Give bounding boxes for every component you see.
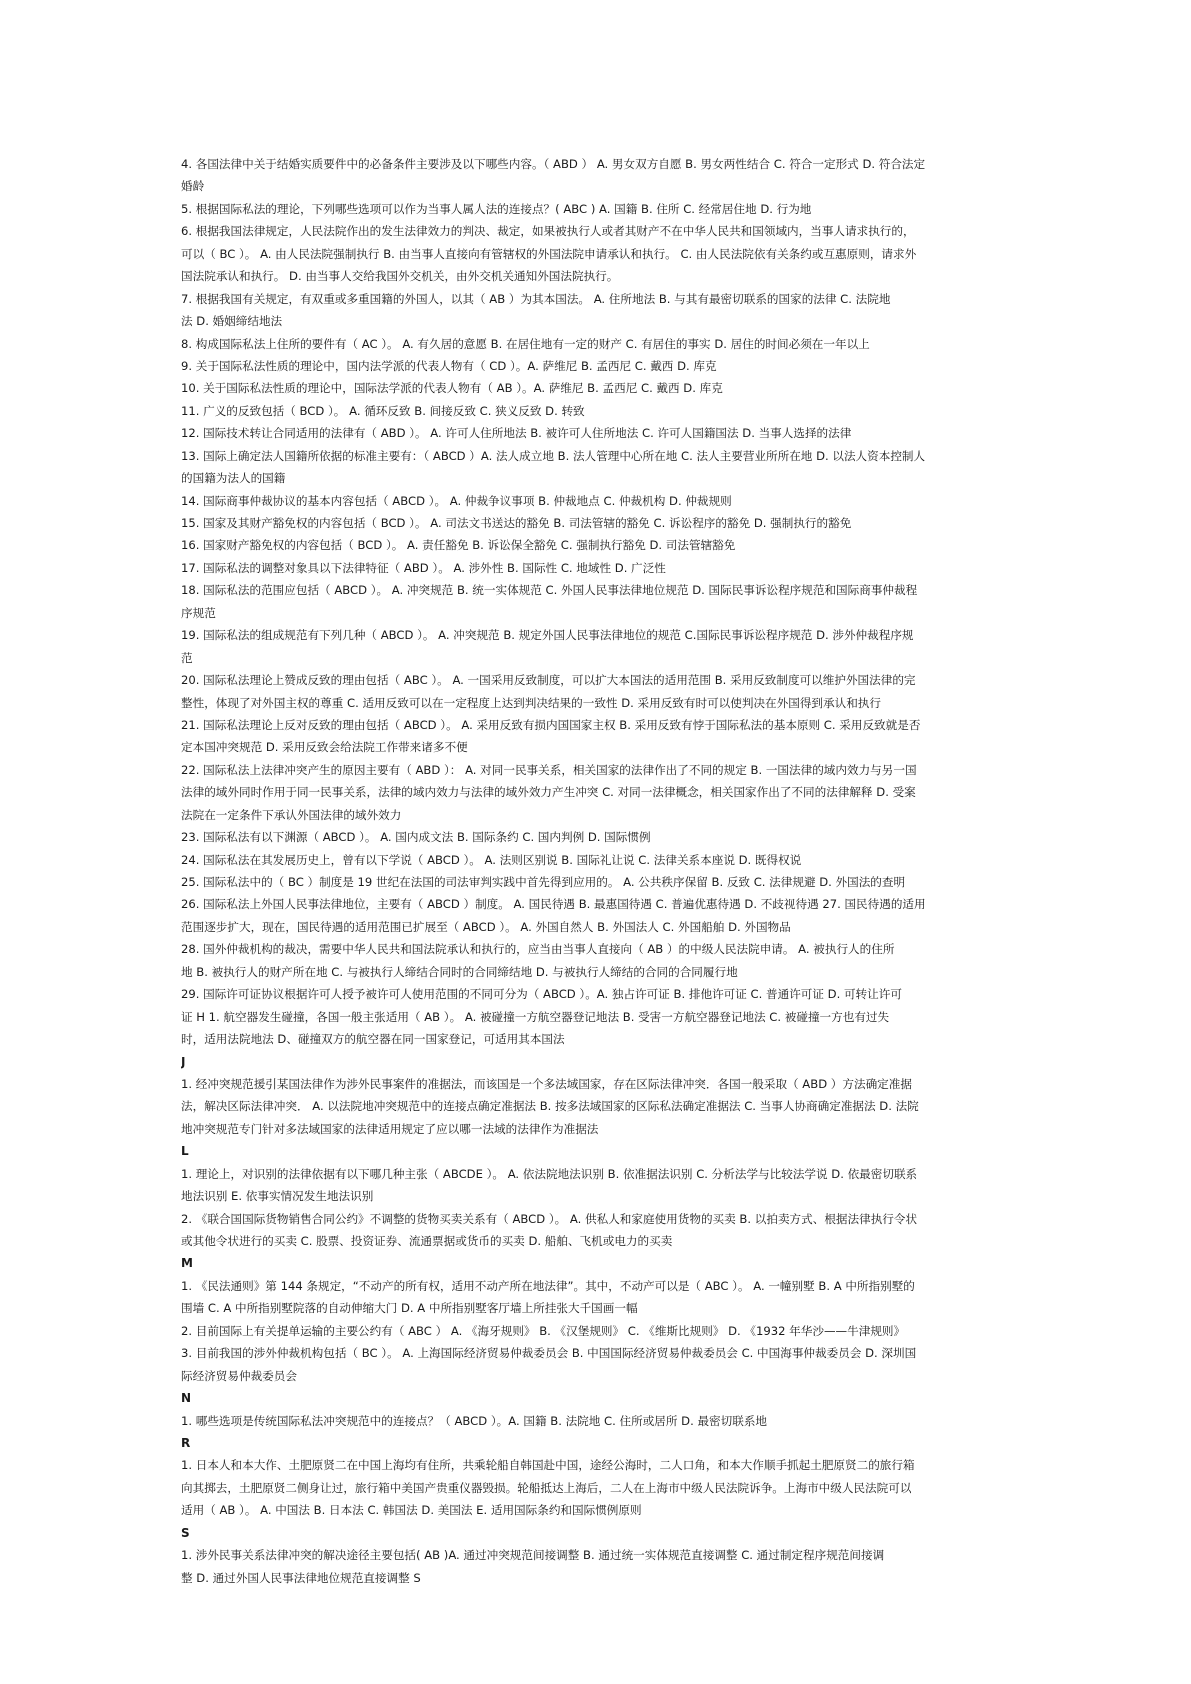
text-line: 2. 《联合国国际货物销售合同公约》不调整的货物买卖关系有（ ABCD ）。 A. 供私人和家庭使用货物的买卖 B. 以拍卖方式、根据法律执行令状 xyxy=(181,1211,918,1226)
text-line: 14. 国际商事仲裁协议的基本内容包括（ ABCD ）。 A. 仲裁争议事项 B. 仲裁地点 C. 仲裁机构 D. 仲裁规则 xyxy=(181,493,732,508)
text-line: 20. 国际私法理论上赞成反致的理由包括（ ABC ）。 A. 一国采用反致制度，可以扩大本国法的适用范围 B. 采用反致制度可以维护外国法律的完 xyxy=(181,673,916,688)
text-line: 4. 各国法律中关于结婚实质要件中的必备条件主要涉及以下哪些内容。（ ABD ） A. 男女双方自愿 B. 男女两性结合 C. 符合一定形式 D. 符合法定 xyxy=(181,157,926,171)
text-line: 9. 关于国际私法性质的理论中，国内法学派的代表人物有（ CD ）。A. 萨维尼 B. 孟西尼 C. 戴西 D. 库克 xyxy=(181,358,717,373)
text-line: 的国籍为法人的国籍 xyxy=(181,471,286,486)
text-line: 可以（ BC ）。 A. 由人民法院强制执行 B. 由当事人直接向有管辖权的外国法院申请承认和执行。 C. 由人民法院依有关条约或互惠原则，请求外 xyxy=(181,246,917,261)
section-heading: R xyxy=(181,1435,191,1450)
text-line: 25. 国际私法中的（ BC ）制度是 19 世纪在法国的司法审判实践中首先得到应用的。 A. 公共秩序保留 B. 反致 C. 法律规避 D. 外国法的查明 xyxy=(181,875,906,889)
text-line: 围墙 C. A 中所指别墅院落的自动伸缩大门 D. A 中所指别墅客厅墙上所挂张大千国画一幅 xyxy=(181,1301,638,1316)
text-line: 国法院承认和执行。 D. 由当事人交给我国外交机关，由外交机关通知外国法院执行。 xyxy=(181,269,619,284)
text-line: 1. 理论上，对识别的法律依据有以下哪几种主张（ ABCDE ）。 A. 依法院地法识别 B. 依准据法识别 C. 分析法学与比较法学说 D. 依最密切联系 xyxy=(181,1166,918,1181)
text-line: 地冲突规范专门针对多法域国家的法律适用规定了应以哪一法域的法律作为准据法 xyxy=(181,1121,599,1136)
text-line: 地 B. 被执行人的财产所在地 C. 与被执行人缔结合同时的合同缔结地 D. 与被执行人缔结的合同的合同履行地 xyxy=(181,964,738,979)
text-line: 23. 国际私法有以下渊源（ ABCD ）。 A. 国内成文法 B. 国际条约 C. 国内判例 D. 国际惯例 xyxy=(181,830,651,845)
text-line: 地法识别 E. 依事实情况发生地法识别 xyxy=(181,1189,374,1204)
text-line: 22. 国际私法上法律冲突产生的原因主要有（ ABD ）： A. 对同一民事关系，相关国家的法律作出了不同的规定 B. 一国法律的域内效力与另一国 xyxy=(181,762,917,777)
text-line: 法院在一定条件下承认外国法律的域外效力 xyxy=(181,807,402,822)
text-line: 12. 国际技术转让合同适用的法律有（ ABD ）。 A. 许可人住所地法 B. 被许可人住所地法 C. 许可人国籍国法 D. 当事人选择的法律 xyxy=(181,426,852,441)
text-line: 24. 国际私法在其发展历史上，曾有以下学说（ ABCD ）。 A. 法则区别说 B. 国际礼让说 C. 法律关系本座说 D. 既得权说 xyxy=(181,852,802,867)
text-line: 整 D. 通过外国人民事法律地位规范直接调整 S xyxy=(181,1570,421,1585)
text-line: 法 D. 婚姻缔结地法 xyxy=(181,314,283,329)
text-line: 3. 目前我国的涉外仲裁机构包括（ BC ）。 A. 上海国际经济贸易仲裁委员会 B. 中国国际经济贸易仲裁委员会 C. 中国海事仲裁委员会 D. 深圳国 xyxy=(181,1346,917,1361)
text-line: 范 xyxy=(181,650,193,665)
text-line: 整性，体现了对外国主权的尊重 C. 适用反致可以在一定程度上达到判决结果的一致性 D. 采用反致有时可以使判决在外国得到承认和执行 xyxy=(181,695,881,710)
text-line: 向其掷去，土肥原贤二侧身让过，旅行箱中美国产贵重仪器毁损。轮船抵达上海后，二人在上海市中级人民法院诉争。上海市中级人民法院可以 xyxy=(181,1480,912,1495)
text-line: 法律的域外同时作用于同一民事关系，法律的域内效力与法律的域外效力产生冲突 C. 对同一法律概念，相关国家作出了不同的法律解释 D. 受案 xyxy=(181,785,916,800)
text-line: 19. 国际私法的组成规范有下列几种（ ABCD ）。 A. 冲突规范 B. 规定外国人民事法律地位的规范 C.国际民事诉讼程序规范 D. 涉外仲裁程序规 xyxy=(181,628,914,643)
section-heading: N xyxy=(181,1391,192,1406)
text-line: 16. 国家财产豁免权的内容包括（ BCD ）。 A. 责任豁免 B. 诉讼保全豁免 C. 强制执行豁免 D. 司法管辖豁免 xyxy=(181,538,736,553)
text-line: 适用（ AB ）。 A. 中国法 B. 日本法 C. 韩国法 D. 美国法 E. 适用国际条约和国际惯例原则 xyxy=(181,1503,642,1518)
text-line: 26. 国际私法上外国人民事法律地位，主要有（ ABCD ）制度。 A. 国民待遇 B. 最惠国待遇 C. 普遍优惠待遇 D. 不歧视待遇 27. 国民待遇的适用 xyxy=(181,897,926,912)
text-line: 或其他令状进行的买卖 C. 股票、投资证券、流通票据或货币的买卖 D. 船舶、飞机或电力的买卖 xyxy=(181,1234,673,1248)
text-line: 11. 广义的反致包括（ BCD ）。 A. 循环反致 B. 间接反致 C. 狭义反致 D. 转致 xyxy=(181,403,585,418)
section-heading: M xyxy=(181,1256,193,1271)
text-line: 法，解决区际法律冲突． A. 以法院地冲突规范中的连接点确定准据法 B. 按多法域国家的区际私法确定准据法 C. 当事人协商确定准据法 D. 法院 xyxy=(181,1099,919,1114)
text-line: 定本国冲突规范 D. 采用反致会给法院工作带来诸多不便 xyxy=(181,740,468,755)
document-page xyxy=(181,153,1017,1589)
text-line: 1. 《民法通则》第 144 条规定，“不动产的所有权，适用不动产所在地法律”。其中，不动产可以是（ ABC ）。 A. 一幢别墅 B. A 中所指别墅的 xyxy=(181,1278,915,1293)
text-line: 15. 国家及其财产豁免权的内容包括（ BCD ）。 A. 司法文书送达的豁免 B. 司法管辖的豁免 C. 诉讼程序的豁免 D. 强制执行的豁免 xyxy=(181,516,852,530)
text-line: 2. 目前国际上有关提单运输的主要公约有（ ABC ） A. 《海牙规则》 B. 《汉堡规则》 C. 《维斯比规则》 D. 《1932 年华沙——牛津规则》 xyxy=(181,1323,906,1338)
text-line: 1. 哪些选项是传统国际私法冲突规范中的连接点？（ ABCD ）。A. 国籍 B. 法院地 C. 住所或居所 D. 最密切联系地 xyxy=(181,1413,768,1428)
text-line: 时，适用法院地法 D、碰撞双方的航空器在同一国家登记，可适用其本国法 xyxy=(181,1032,565,1047)
text-line: 18. 国际私法的范围应包括（ ABCD ）。 A. 冲突规范 B. 统一实体规范 C. 外国人民事法律地位规范 D. 国际民事诉讼程序规范和国际商事仲裁程 xyxy=(181,583,918,598)
text-line: 21. 国际私法理论上反对反致的理由包括（ ABCD ）。 A. 采用反致有损内国国家主权 B. 采用反致有悖于国际私法的基本原则 C. 采用反致就是否 xyxy=(181,717,921,732)
text-line: 6. 根据我国法律规定，人民法院作出的发生法律效力的判决、裁定，如果被执行人或者其财产不在中华人民共和国领域内，当事人请求执行的， xyxy=(181,224,915,239)
text-line: 1. 日本人和本大作、土肥原贤二在中国上海均有住所，共乘轮船自韩国赴中国，途经公海时，二人口角，和本大作顺手抓起土肥原贤二的旅行箱 xyxy=(181,1458,915,1473)
text-line: 序规范 xyxy=(181,605,216,620)
section-heading: S xyxy=(181,1525,190,1540)
text-line: 5. 根据国际私法的理论，下列哪些选项可以作为当事人属人法的连接点？( ABC ) A. 国籍 B. 住所 C. 经常居住地 D. 行为地 xyxy=(181,201,812,216)
text-line: 范围逐步扩大，现在，国民待遇的适用范围已扩展至（ ABCD ）。 A. 外国自然人 B. 外国法人 C. 外国船舶 D. 外国物品 xyxy=(181,919,791,934)
text-line: 17. 国际私法的调整对象具以下法律特征（ ABD ）。 A. 涉外性 B. 国际性 C. 地域性 D. 广泛性 xyxy=(181,560,666,575)
text-line: 证 H 1. 航空器发生碰撞，各国一般主张适用（ AB ）。 A. 被碰撞一方航空器登记地法 B. 受害一方航空器登记地法 C. 被碰撞一方也有过失 xyxy=(181,1009,890,1024)
text-line: 28. 国外仲裁机构的裁决，需要中华人民共和国法院承认和执行的，应当由当事人直接向（ AB ）的中级人民法院申请。 A. 被执行人的住所 xyxy=(181,942,895,957)
section-heading: L xyxy=(181,1144,189,1159)
text-line: 13. 国际上确定法人国籍所依据的标准主要有：（ ABCD ）A. 法人成立地 B. 法人管理中心所在地 C. 法人主要营业所所在地 D. 以法人资本控制人 xyxy=(181,448,926,463)
text-line: 婚龄 xyxy=(181,179,205,194)
section-heading: J xyxy=(181,1054,186,1069)
text-line: 8. 构成国际私法上住所的要件有（ AC ）。 A. 有久居的意愿 B. 在居住地有一定的财产 C. 有居住的事实 D. 居住的时间必须在一年以上 xyxy=(181,336,870,351)
text-line: 7. 根据我国有关规定，有双重或多重国籍的外国人，以其（ AB ）为其本国法。 A. 住所地法 B. 与其有最密切联系的国家的法律 C. 法院地 xyxy=(181,291,891,306)
text-line: 际经济贸易仲裁委员会 xyxy=(181,1368,297,1383)
text-line: 10. 关于国际私法性质的理论中，国际法学派的代表人物有（ AB ）。A. 萨维尼 B. 孟西尼 C. 戴西 D. 库克 xyxy=(181,381,723,396)
text-line: 1. 经冲突规范援引某国法律作为涉外民事案件的准据法，而该国是一个多法域国家，存在区际法律冲突．各国一般采取（ ABD ）方法确定准据 xyxy=(181,1076,912,1091)
text-line: 29. 国际许可证协议根据许可人授予被许可人使用范围的不同可分为（ ABCD ）。A. 独占许可证 B. 排他许可证 C. 普通许可证 D. 可转让许可 xyxy=(181,987,902,1002)
text-line: 1. 涉外民事关系法律冲突的解决途径主要包括( AB )A. 通过冲突规范间接调整 B. 通过统一实体规范直接调整 C. 通过制定程序规范间接调 xyxy=(181,1548,885,1563)
